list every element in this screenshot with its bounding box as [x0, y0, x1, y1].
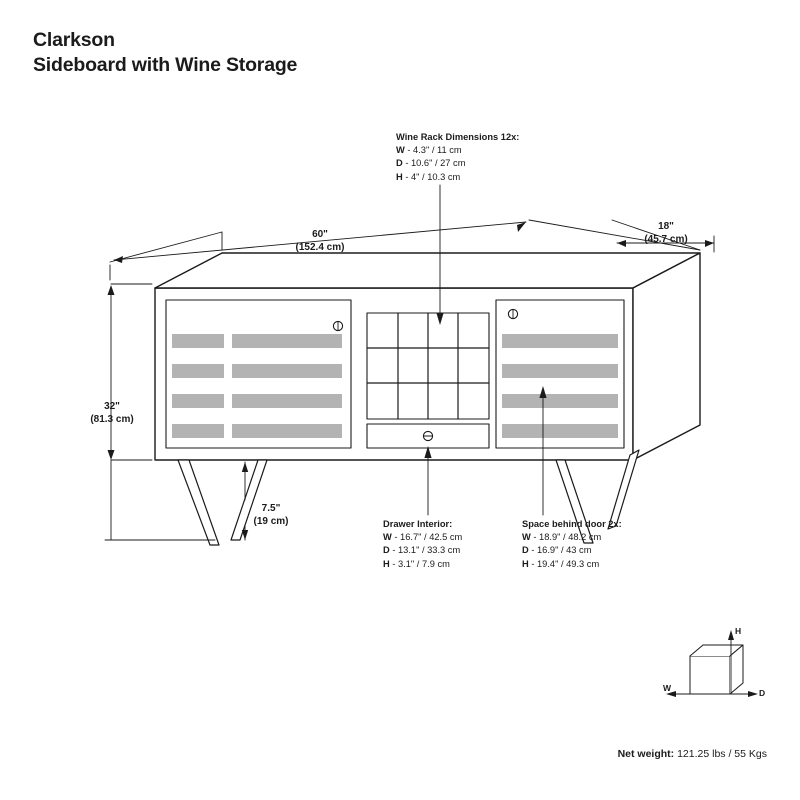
- width-imperial: 60": [312, 229, 328, 240]
- callout-wine-rack-key-h: H: [396, 171, 403, 182]
- callout-drawer-interior-row-d: [383, 544, 462, 557]
- callout-wine-rack-row-h: [396, 171, 519, 184]
- height-metric: (81.3 cm): [90, 414, 134, 425]
- callout-drawer-interior-row-h: [383, 558, 462, 571]
- depth-metric: (45.7 cm): [644, 234, 688, 245]
- callout-space-behind-door-value-w: - 18.9" / 48.2 cm: [533, 532, 602, 543]
- callout-space-behind-door-row-w: [522, 531, 622, 544]
- callout-space-behind-door-key-d: D: [522, 545, 529, 556]
- callout-drawer-interior-key-d: D: [383, 545, 390, 556]
- net-weight: [618, 748, 767, 760]
- callout-wine-rack-row-w: [396, 144, 519, 157]
- callout-space-behind-door-value-d: - 16.9" / 43 cm: [531, 545, 592, 556]
- axis-label-d: D: [759, 688, 766, 698]
- callout-wine-rack-value-d: - 10.6" / 27 cm: [405, 158, 466, 169]
- callout-space-behind-door-key-w: W: [522, 532, 531, 543]
- callout-space-behind-door: [522, 518, 622, 571]
- callout-space-behind-door-value-h: - 19.4" / 49.3 cm: [531, 558, 600, 569]
- callout-wine-rack-key-d: D: [396, 158, 403, 169]
- callout-drawer-interior-value-w: - 16.7" / 42.5 cm: [394, 532, 463, 543]
- callout-wine-rack-key-w: W: [396, 145, 405, 156]
- page-title-line-2: Sideboard with Wine Storage: [33, 53, 298, 76]
- net-weight-value: 121.25 lbs / 55 Kgs: [677, 748, 767, 760]
- callout-wine-rack-value-h: - 4" / 10.3 cm: [405, 171, 461, 182]
- callout-drawer-interior-key-h: H: [383, 558, 390, 569]
- depth-imperial: 18": [658, 221, 674, 232]
- callout-drawer-interior-value-h: - 3.1" / 7.9 cm: [392, 558, 450, 569]
- callout-space-behind-door-heading: Space behind door 2x:: [522, 519, 622, 529]
- callout-space-behind-door-row-d: [522, 544, 622, 557]
- width-dimension-label: [275, 228, 365, 254]
- leg-height-dimension-label: [238, 502, 304, 528]
- callout-wine-rack-heading: Wine Rack Dimensions 12x:: [396, 132, 520, 142]
- depth-dimension-label: [625, 220, 707, 246]
- page-title-line-1: Clarkson: [33, 29, 115, 51]
- axis-label-w: W: [663, 683, 672, 693]
- callout-wine-rack: [396, 131, 519, 184]
- callout-drawer-interior: [383, 518, 462, 571]
- net-weight-label: Net weight:: [617, 748, 675, 760]
- height-dimension-label: [76, 400, 148, 426]
- callout-space-behind-door-key-h: H: [522, 558, 529, 569]
- callout-drawer-interior-row-w: [383, 531, 462, 544]
- callout-space-behind-door-row-h: [522, 558, 622, 571]
- leg-height-metric: (19 cm): [253, 516, 289, 527]
- callout-drawer-interior-value-d: - 13.1" / 33.3 cm: [392, 545, 461, 556]
- width-metric: (152.4 cm): [295, 242, 345, 253]
- leg-height-imperial: 7.5": [261, 503, 281, 514]
- height-imperial: 32": [104, 401, 120, 412]
- axis-label-h: H: [735, 626, 742, 636]
- callout-drawer-interior-heading: Drawer Interior:: [383, 519, 453, 529]
- callout-wine-rack-row-d: [396, 157, 519, 170]
- callout-wine-rack-value-w: - 4.3" / 11 cm: [407, 145, 462, 156]
- callout-drawer-interior-key-w: W: [383, 532, 392, 543]
